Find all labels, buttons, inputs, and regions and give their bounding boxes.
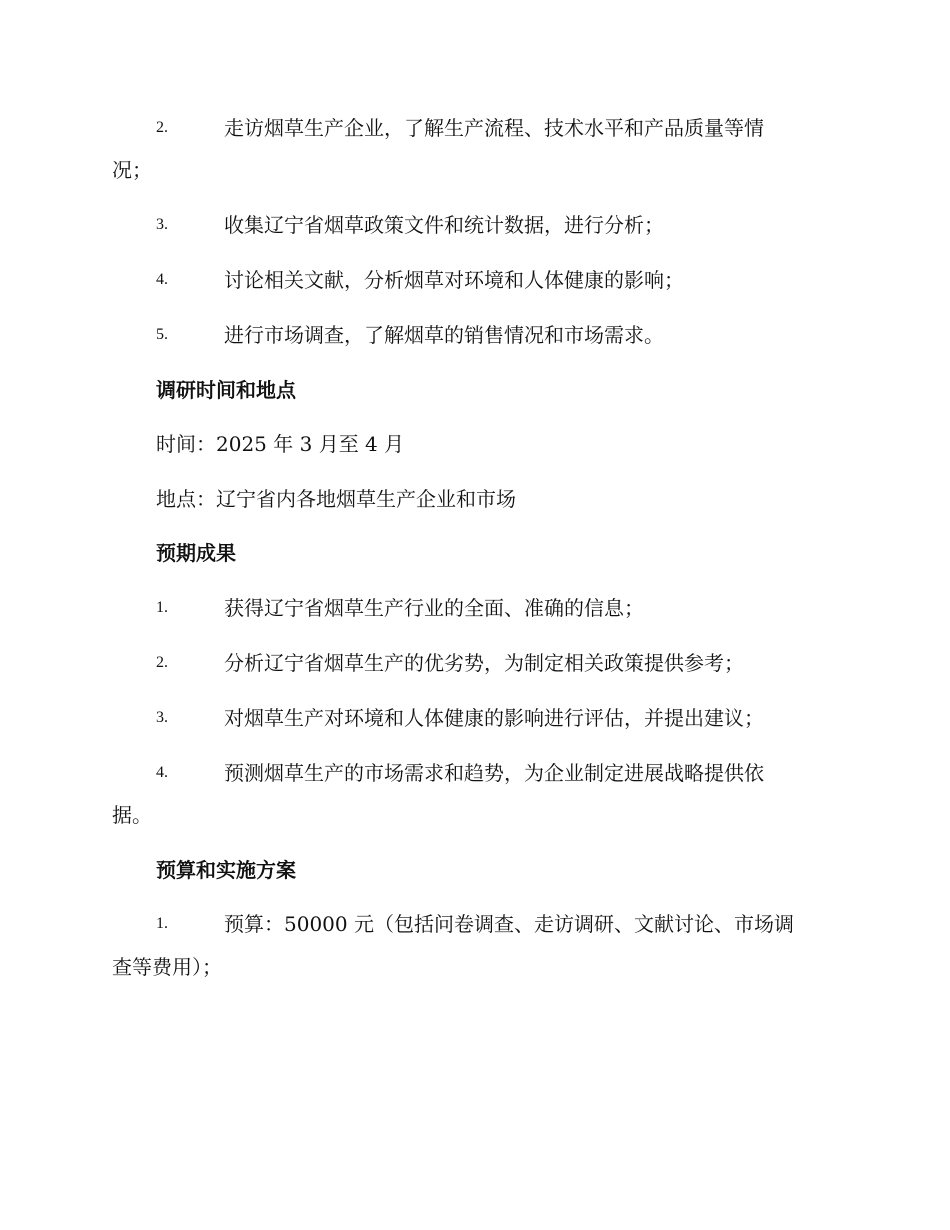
list-item-number: 1. <box>156 915 168 932</box>
list-item-number: 3. <box>156 216 168 233</box>
list-item-text: 预测烟草生产的市场需求和趋势，为企业制定进展战略提供依 <box>224 761 764 785</box>
list-item-text-continuation: 况； <box>112 158 152 182</box>
list-item-text: 分析辽宁省烟草生产的优劣势，为制定相关政策提供参考； <box>224 651 744 675</box>
list-item-text-continuation: 查等费用）； <box>112 955 222 979</box>
section-heading: 调研时间和地点 <box>156 378 296 402</box>
list-item-text: 讨论相关文献，分析烟草对环境和人体健康的影响； <box>224 268 684 292</box>
list-item-number: 4. <box>156 271 168 288</box>
list-item-number: 2. <box>156 119 168 136</box>
list-item-text: 收集辽宁省烟草政策文件和统计数据，进行分析； <box>224 213 664 237</box>
section-heading: 预期成果 <box>156 541 236 565</box>
list-item-number: 4. <box>156 764 168 781</box>
list-item-text: 获得辽宁省烟草生产行业的全面、准确的信息； <box>224 596 644 620</box>
list-item-number: 5. <box>156 326 168 343</box>
time-text: 时间：2025 年 3 月至 4 月 <box>156 432 405 456</box>
place-text: 地点：辽宁省内各地烟草生产企业和市场 <box>156 487 516 511</box>
list-item-text: 对烟草生产对环境和人体健康的影响进行评估，并提出建议； <box>224 706 764 730</box>
list-item-number: 2. <box>156 654 168 671</box>
list-item-text: 走访烟草生产企业，了解生产流程、技术水平和产品质量等情 <box>224 116 764 140</box>
list-item-text-continuation: 据。 <box>112 803 152 827</box>
list-item-text: 预算：50000 元（包括问卷调查、走访调研、文献讨论、市场调 <box>224 912 794 936</box>
list-item-text: 进行市场调查，了解烟草的销售情况和市场需求。 <box>224 323 664 347</box>
list-item-number: 1. <box>156 599 168 616</box>
list-item-number: 3. <box>156 709 168 726</box>
section-heading: 预算和实施方案 <box>156 858 296 882</box>
